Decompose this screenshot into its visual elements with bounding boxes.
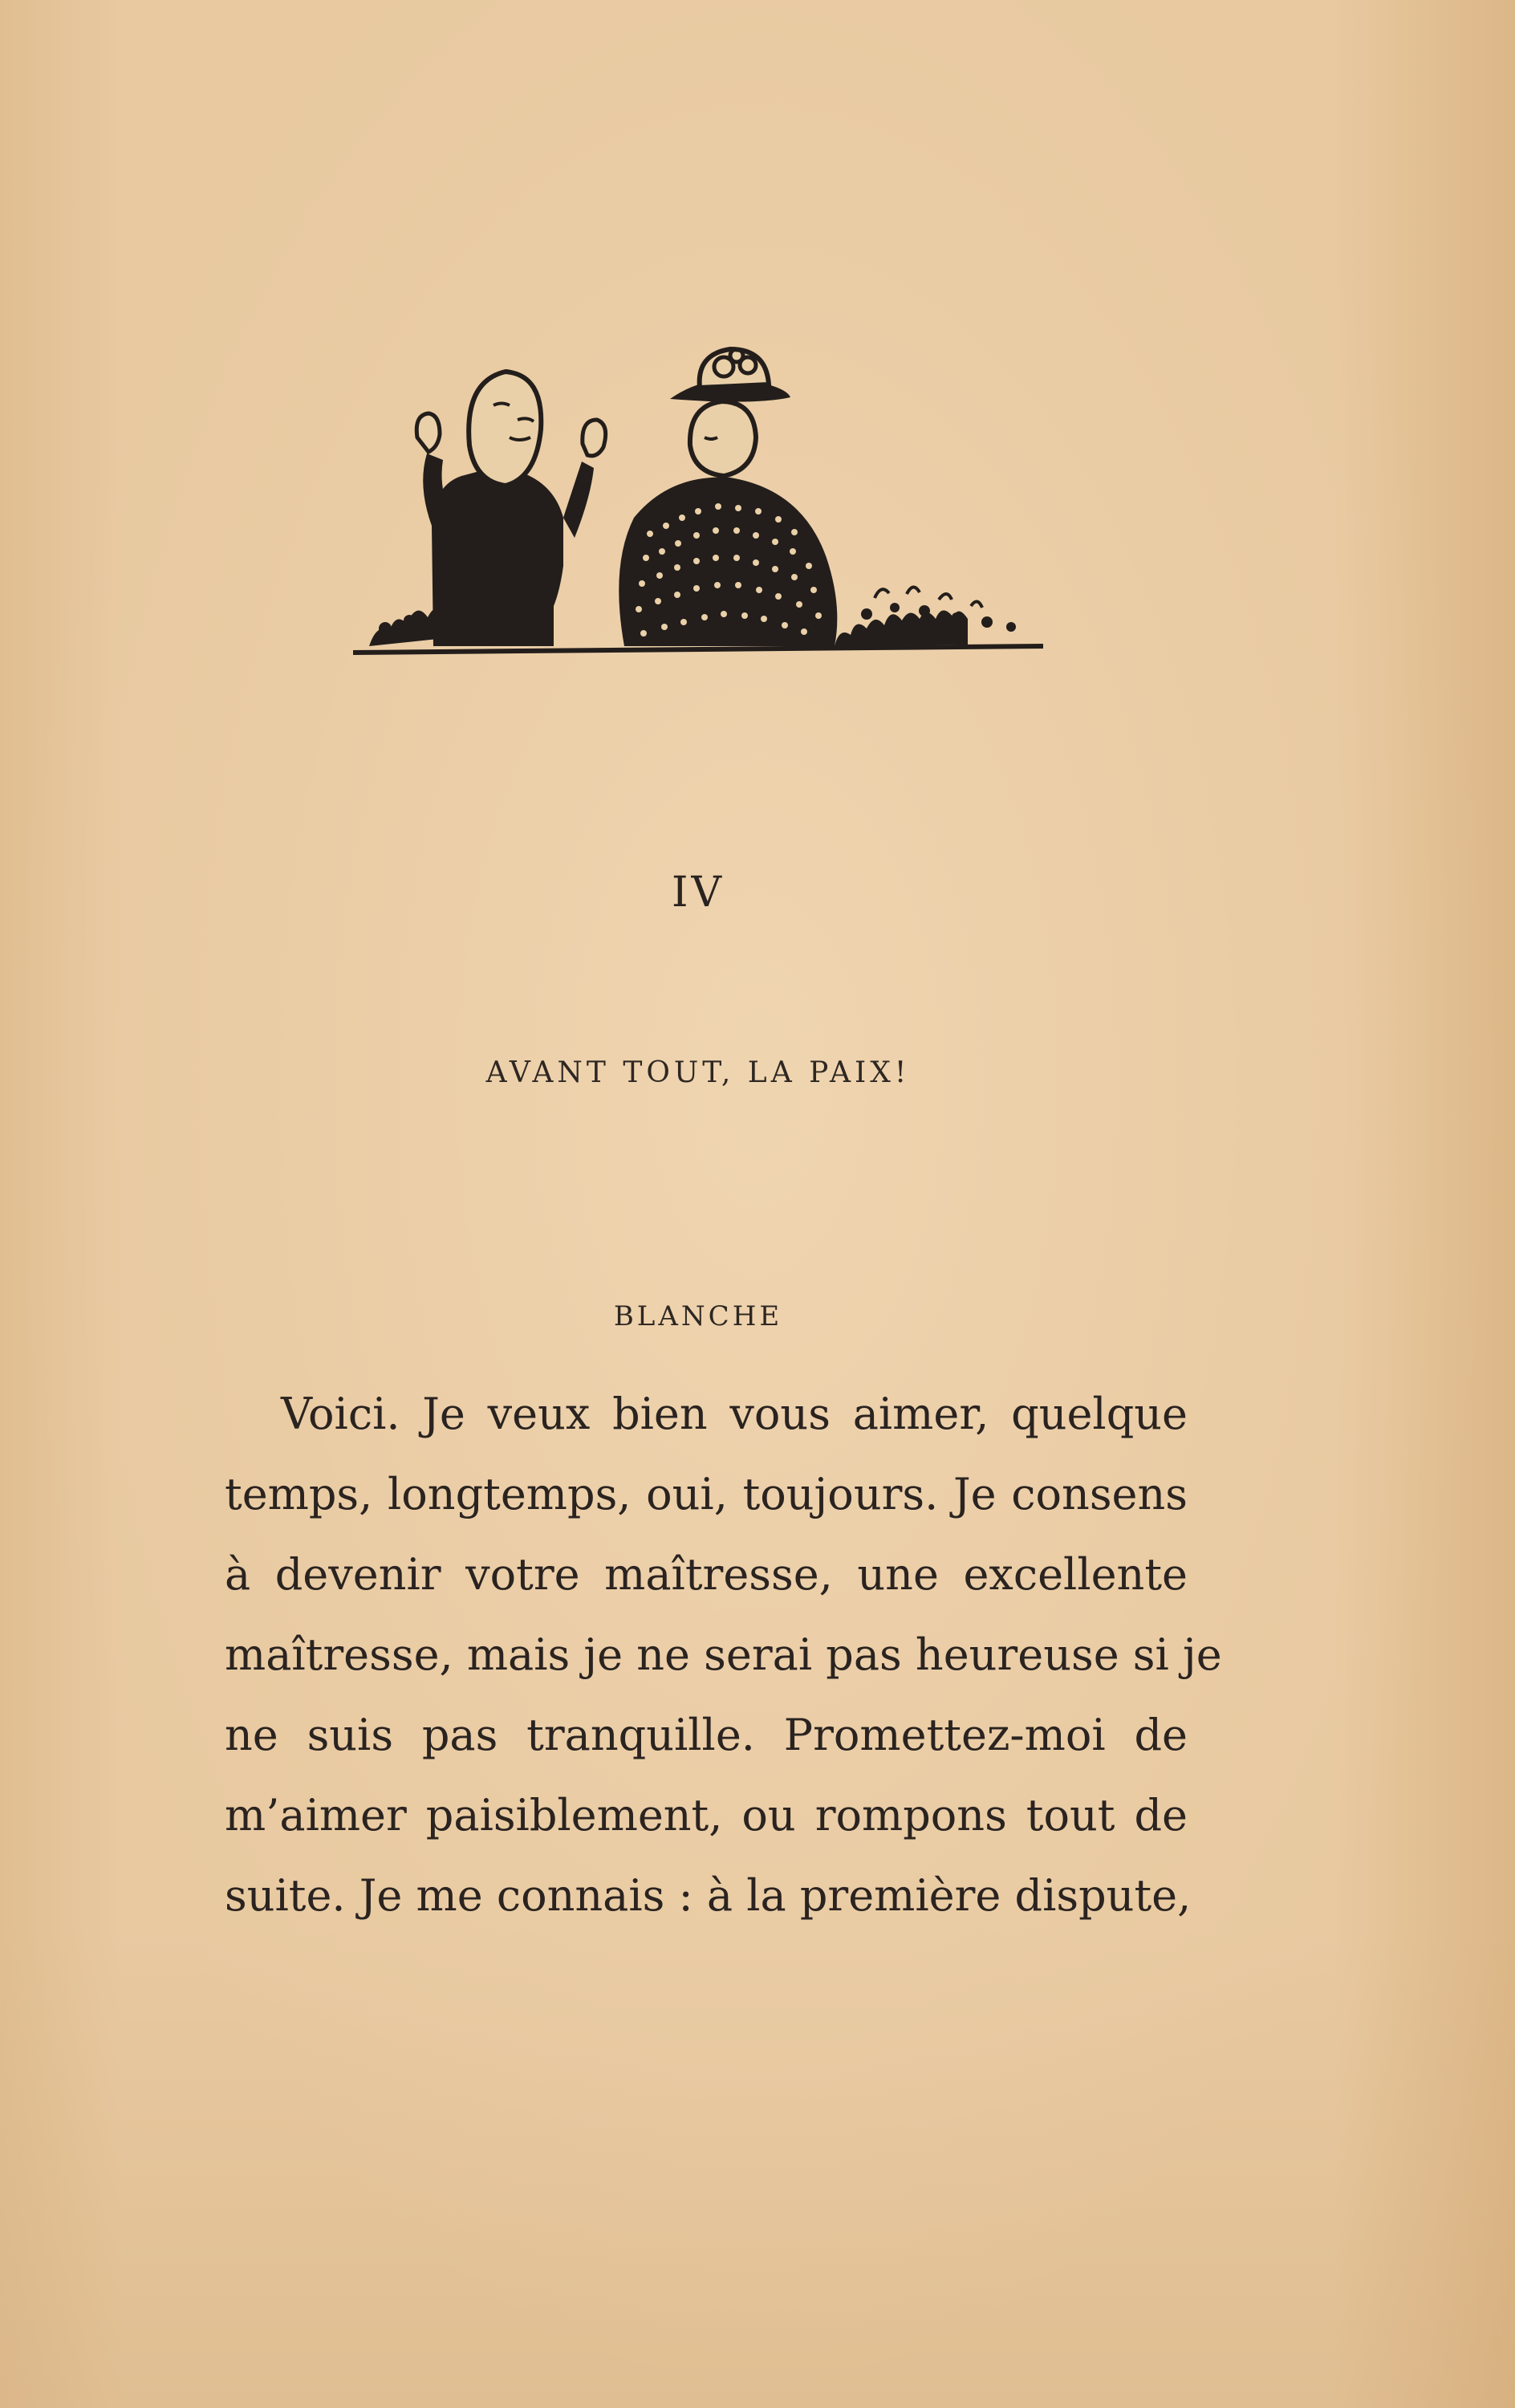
body-line: Voici. Je veux bien vous aimer, quelque	[281, 1389, 1188, 1439]
body-line: m’aimer paisiblement, ou rompons tout de	[225, 1790, 1188, 1841]
body-line: temps, longtemps, oui, toujours. Je consens	[225, 1469, 1188, 1519]
body-line: suite. Je me connais : à la première dispute,	[225, 1870, 1192, 1921]
body-paragraph	[225, 1374, 1222, 1936]
body-line: à devenir votre maîtresse, une excellente	[225, 1549, 1188, 1600]
speaker-name: BLANCHE	[613, 1300, 783, 1332]
couple-illustration-icon	[353, 325, 1043, 662]
chapter-title: AVANT TOUT, LA PAIX!	[485, 1056, 911, 1089]
chapter-number: IV	[671, 868, 725, 917]
body-line: ne suis pas tranquille. Promettez-moi de	[225, 1710, 1188, 1760]
body-line: maîtresse, mais je ne serai pas heureuse si je	[225, 1629, 1222, 1680]
